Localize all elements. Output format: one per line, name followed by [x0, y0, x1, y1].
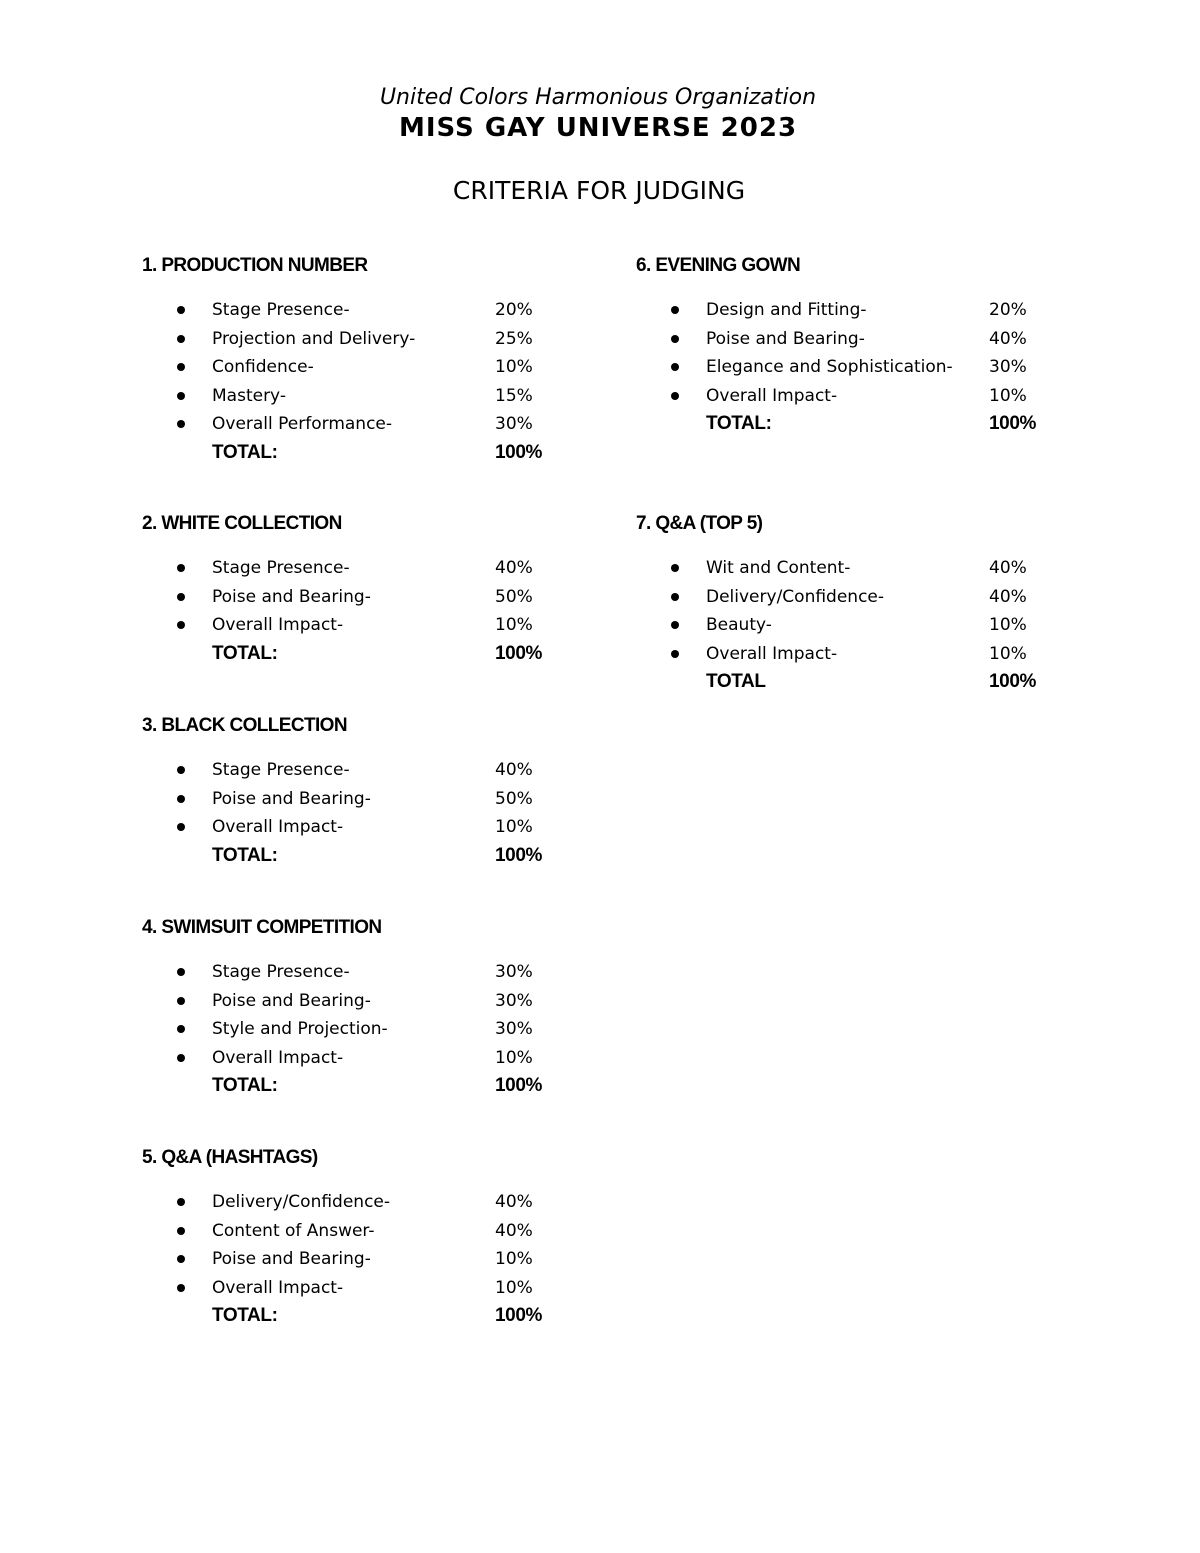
- total-percentage: 100%: [495, 441, 542, 463]
- criterion-label: Poise and Bearing-: [212, 990, 371, 1011]
- bullet-icon: [671, 363, 679, 371]
- list-item: [142, 1045, 582, 1073]
- list-item: [142, 297, 582, 325]
- criterion-percentage: 20%: [495, 300, 533, 320]
- criterion-label: Confidence-: [212, 357, 314, 377]
- event-title: MISS GAY UNIVERSE 2023: [398, 113, 798, 143]
- criterion-label: Overall Impact-: [212, 1277, 344, 1298]
- organization-name: United Colors Harmonious Organization: [379, 85, 817, 110]
- list-item: [636, 297, 1076, 325]
- criterion-label: Overall Impact-: [212, 1047, 344, 1068]
- list-item: [142, 584, 582, 612]
- criterion-percentage: 30%: [495, 414, 533, 434]
- total-percentage: 100%: [989, 671, 1036, 692]
- list-item: [636, 383, 1076, 411]
- criterion-percentage: 50%: [495, 586, 533, 607]
- criterion-percentage: 10%: [495, 1277, 533, 1298]
- total-label: TOTAL: [706, 671, 766, 692]
- criterion-percentage: 20%: [989, 300, 1027, 320]
- criterion-label: Style and Projection-: [212, 1019, 388, 1039]
- total-row: [636, 669, 1076, 697]
- bullet-icon: [177, 335, 185, 343]
- criterion-percentage: 10%: [495, 357, 533, 377]
- criterion-label: Overall Impact-: [706, 385, 838, 406]
- list-item: [142, 814, 582, 842]
- criterion-label: Overall Impact-: [212, 817, 344, 837]
- criterion-label: Projection and Delivery-: [212, 328, 416, 349]
- list-item: [142, 1189, 582, 1217]
- criterion-label: Poise and Bearing-: [706, 328, 865, 349]
- criterion-percentage: 10%: [495, 817, 533, 837]
- criterion-percentage: 10%: [495, 1249, 533, 1269]
- criterion-percentage: 40%: [989, 558, 1027, 578]
- total-label: TOTAL:: [706, 413, 772, 434]
- section-title: 1. PRODUCTION NUMBER: [142, 255, 368, 276]
- list-item: [142, 383, 582, 411]
- criterion-label: Design and Fitting-: [706, 300, 867, 320]
- bullet-icon: [177, 1198, 185, 1206]
- list-item: [142, 786, 582, 814]
- total-percentage: 100%: [495, 642, 542, 664]
- criterion-percentage: 10%: [989, 385, 1027, 406]
- total-row: [636, 411, 1076, 439]
- list-item: [636, 641, 1076, 669]
- criterion-label: Poise and Bearing-: [212, 586, 371, 607]
- list-item: [142, 326, 582, 354]
- list-item: [142, 612, 582, 640]
- criterion-label: Content of Answer-: [212, 1220, 375, 1241]
- criterion-label: Mastery-: [212, 385, 286, 406]
- list-item: [142, 959, 582, 987]
- bullet-icon: [671, 564, 679, 572]
- criterion-label: Beauty-: [706, 615, 772, 635]
- bullet-icon: [671, 593, 679, 601]
- total-row: [142, 1303, 582, 1331]
- bullet-icon: [671, 306, 679, 314]
- section-title: 5. Q&A (HASHTAGS): [142, 1147, 318, 1168]
- bullet-icon: [177, 968, 185, 976]
- criterion-label: Overall Performance-: [212, 414, 393, 434]
- bullet-icon: [177, 306, 185, 314]
- list-item: [636, 326, 1076, 354]
- total-percentage: 100%: [989, 413, 1036, 434]
- criterion-label: Stage Presence-: [212, 962, 350, 982]
- total-label: TOTAL:: [212, 1075, 278, 1096]
- total-row: [142, 843, 582, 871]
- bullet-icon: [671, 392, 679, 400]
- total-row: [142, 1073, 582, 1101]
- criterion-label: Stage Presence-: [212, 300, 350, 320]
- criterion-label: Overall Impact-: [706, 643, 838, 664]
- criterion-label: Stage Presence-: [212, 760, 350, 780]
- criterion-label: Overall Impact-: [212, 615, 344, 635]
- criterion-percentage: 40%: [495, 1220, 533, 1241]
- total-row: [142, 440, 582, 468]
- list-item: [142, 555, 582, 583]
- list-item: [636, 555, 1076, 583]
- criterion-percentage: 30%: [495, 962, 533, 982]
- list-item: [142, 1218, 582, 1246]
- criterion-percentage: 30%: [495, 1019, 533, 1039]
- total-label: TOTAL:: [212, 1305, 278, 1326]
- criterion-label: Delivery/Confidence-: [706, 586, 885, 607]
- criterion-label: Poise and Bearing-: [212, 788, 371, 809]
- criterion-percentage: 40%: [495, 558, 533, 578]
- bullet-icon: [177, 823, 185, 831]
- list-item: [142, 1246, 582, 1274]
- criterion-percentage: 10%: [989, 615, 1027, 635]
- bullet-icon: [671, 650, 679, 658]
- bullet-icon: [177, 766, 185, 774]
- list-item: [636, 612, 1076, 640]
- bullet-icon: [177, 363, 185, 371]
- section-title: 2. WHITE COLLECTION: [142, 513, 342, 534]
- page-subtitle: CRITERIA FOR JUDGING: [452, 176, 746, 205]
- criterion-percentage: 25%: [495, 328, 533, 349]
- bullet-icon: [177, 1227, 185, 1235]
- bullet-icon: [177, 593, 185, 601]
- section-title: 3. BLACK COLLECTION: [142, 715, 347, 736]
- list-item: [142, 411, 582, 439]
- criterion-percentage: 40%: [989, 586, 1027, 607]
- total-label: TOTAL:: [212, 844, 278, 866]
- list-item: [142, 988, 582, 1016]
- list-item: [142, 1275, 582, 1303]
- bullet-icon: [671, 335, 679, 343]
- criterion-label: Poise and Bearing-: [212, 1249, 371, 1269]
- criterion-label: Wit and Content-: [706, 558, 851, 578]
- total-percentage: 100%: [495, 844, 542, 866]
- list-item: [636, 584, 1076, 612]
- total-percentage: 100%: [495, 1305, 542, 1326]
- section-title: 4. SWIMSUIT COMPETITION: [142, 917, 382, 938]
- bullet-icon: [177, 621, 185, 629]
- section-title: 6. EVENING GOWN: [636, 255, 801, 276]
- criterion-percentage: 40%: [495, 1192, 533, 1212]
- bullet-icon: [177, 1284, 185, 1292]
- criterion-percentage: 10%: [495, 615, 533, 635]
- criterion-percentage: 30%: [989, 357, 1027, 377]
- criterion-percentage: 15%: [495, 385, 533, 406]
- criterion-label: Stage Presence-: [212, 558, 350, 578]
- criterion-percentage: 30%: [495, 990, 533, 1011]
- criterion-percentage: 10%: [989, 643, 1027, 664]
- total-label: TOTAL:: [212, 642, 278, 664]
- bullet-icon: [177, 1255, 185, 1263]
- bullet-icon: [177, 1025, 185, 1033]
- list-item: [142, 354, 582, 382]
- list-item: [636, 354, 1076, 382]
- criterion-percentage: 50%: [495, 788, 533, 809]
- bullet-icon: [177, 997, 185, 1005]
- list-item: [142, 757, 582, 785]
- bullet-icon: [177, 392, 185, 400]
- bullet-icon: [177, 1054, 185, 1062]
- criterion-label: Delivery/Confidence-: [212, 1192, 391, 1212]
- bullet-icon: [177, 564, 185, 572]
- list-item: [142, 1016, 582, 1044]
- bullet-icon: [177, 795, 185, 803]
- section-title: 7. Q&A (TOP 5): [636, 513, 763, 534]
- criterion-percentage: 40%: [989, 328, 1027, 349]
- total-percentage: 100%: [495, 1075, 542, 1096]
- bullet-icon: [671, 621, 679, 629]
- criterion-percentage: 40%: [495, 760, 533, 780]
- criterion-percentage: 10%: [495, 1047, 533, 1068]
- total-label: TOTAL:: [212, 441, 278, 463]
- criterion-label: Elegance and Sophistication-: [706, 357, 953, 377]
- total-row: [142, 641, 582, 669]
- bullet-icon: [177, 420, 185, 428]
